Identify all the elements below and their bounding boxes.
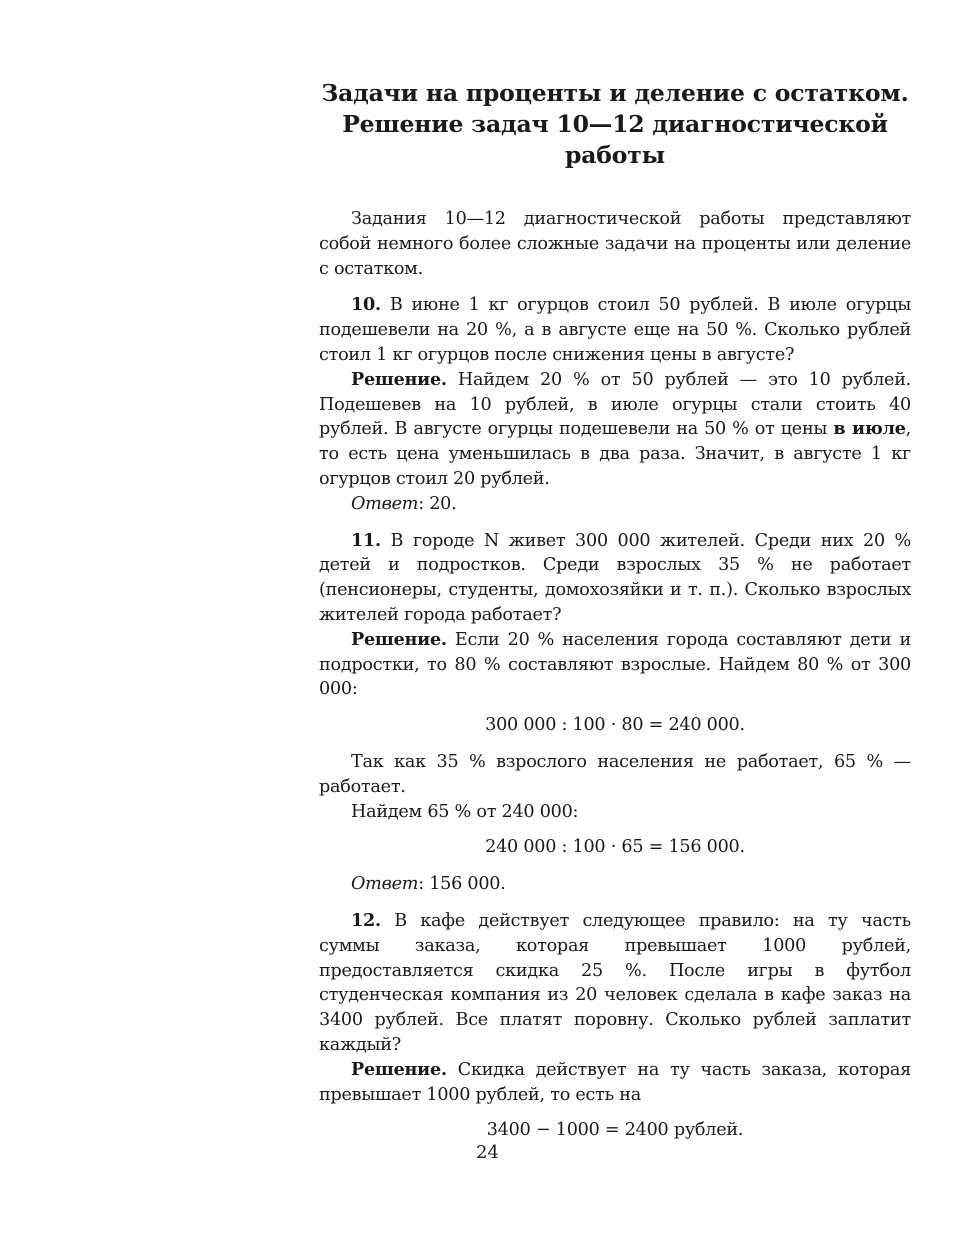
problem-12-solution (319, 1058, 911, 1108)
problem-10-solution-text-b: , то есть цена уменьшилась в два раза. Значит, в августе 1 кг огурцов стоил 20 рублей. (319, 419, 912, 489)
page-number: 24 (476, 1142, 499, 1163)
problem-11-text: В городе N живет 300 000 жителей. Среди них 20 % детей и подростков. Среди взрослых 35 % не работает (пенсионеры, студенты, домохозяйки и т. п.). Сколько взрослых жителей города работает? (319, 530, 912, 625)
problem-10-answer-value: : 20. (418, 493, 457, 514)
problem-11-statement (319, 529, 911, 628)
page-content (319, 78, 911, 1155)
title-line-2: Решение задач 10—12 диагностической работы (342, 110, 888, 169)
problem-12-formula: 3400 − 1000 = 2400 рублей. (486, 1120, 744, 1141)
intro-paragraph: Задания 10—12 диагностической работы представляют собой немного более сложные задачи на проценты или деление с остатком. (319, 209, 911, 279)
page-title (319, 78, 911, 171)
problem-12-text: В кафе действует следующее правило: на ту часть суммы заказа, которая превышает 1000 рублей, предоставляется скидка 25 %. После игры в футбол студенческая компания из 20 человек сделала в кафе заказ на 3400 рублей. Все платят поровну. Сколько рублей заплатит каждый? (319, 910, 911, 1055)
problem-10-solution-text-a: Найдем 20 % от 50 рублей — это 10 рублей. Подешевев на 10 рублей, в июле огурцы стали стоить 40 рублей. В августе огурцы подешевели на 50 % от цены (319, 369, 912, 440)
problem-10-text: В июне 1 кг огурцов стоил 50 рублей. В июле огурцы подешевели на 20 %, а в августе еще на 50 %. Сколько рублей стоил 1 кг огурцов после снижения цены в августе? (319, 295, 912, 365)
problem-11-solution-text: Если 20 % населения города составляют дети и подростки, то 80 % составляют взрослые. Найдем 80 % от 300 000: (319, 629, 911, 700)
problem-11-formula-1: 300 000 : 100 · 80 = 240 000. (485, 715, 745, 736)
problem-12-statement (319, 909, 911, 1058)
problem-11-text-3: Найдем 65 % от 240 000: (351, 801, 579, 822)
problem-10-answer (319, 492, 911, 517)
problem-10-number: 10. (351, 294, 381, 316)
problem-12-number: 12. (351, 909, 381, 931)
answer-label: Ответ (351, 493, 419, 514)
problem-10-statement (319, 293, 911, 367)
title-line-1: Задачи на проценты и деление с остатком. (321, 79, 909, 107)
answer-label: Ответ (351, 874, 419, 895)
problem-11-answer-value: : 156 000. (418, 874, 506, 895)
problem-11-answer (319, 872, 911, 897)
problem-12-solution-text: Скидка действует на ту часть заказа, которая превышает 1000 рублей, то есть на (319, 1059, 911, 1105)
problem-11-text-2: Так как 35 % взрослого населения не работает, 65 % — работает. (319, 751, 911, 797)
problem-11-solution (319, 628, 911, 702)
problem-10-solution (319, 368, 911, 492)
solution-label: Решение. (351, 628, 447, 650)
problem-11-number: 11. (351, 529, 381, 551)
problem-11-formula-2: 240 000 : 100 · 65 = 156 000. (485, 837, 745, 858)
solution-label: Решение. (351, 368, 447, 390)
solution-label: Решение. (351, 1058, 447, 1080)
problem-10-solution-emphasis: в июле (833, 418, 906, 440)
